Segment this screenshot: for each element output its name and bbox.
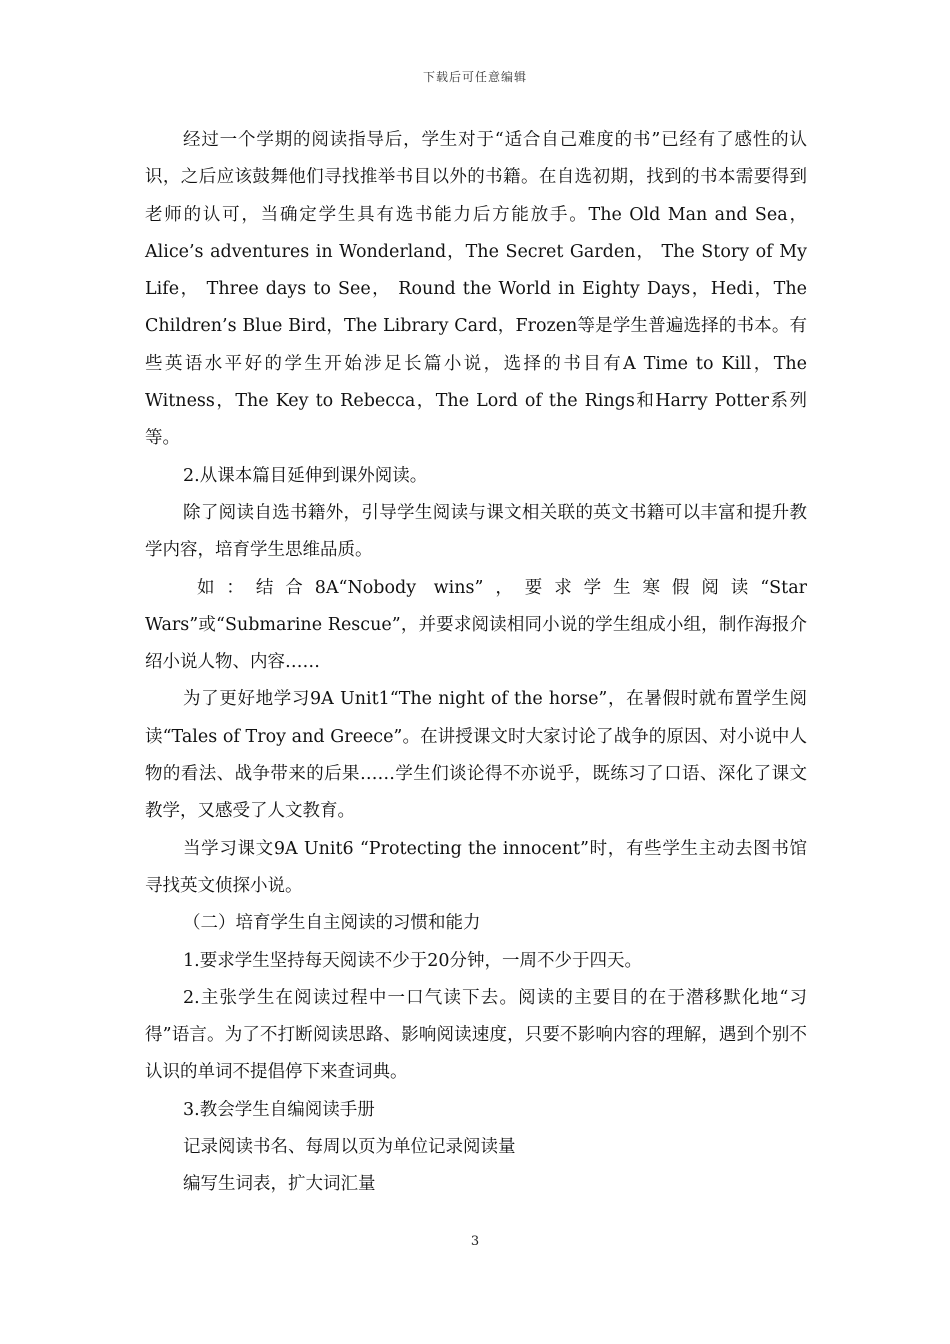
paragraph-example-9a-unit1: 为了更好地学习9A Unit1“The night of the horse”，在暑假时就布置学生阅读“Tales of Troy and Greece”。在讲授课文时大家讨论了战争的原因、对小说中人物的看法、战争带来的后果……学生们谈论得不亦说乎，既练习了口语、深化了课文教学，又感受了人文教育。 — [145, 689, 807, 822]
paragraph-section-heading-habits: （二）培育学生自主阅读的习惯和能力 — [183, 913, 481, 934]
paragraph-example-8a: 如：结合8A“Nobody wins”，要求学生寒假阅读“Star Wars”或“Submarine Rescue”，并要求阅读相同小说的学生组成小组，制作海报介绍小说人物、内容…… — [145, 577, 807, 673]
paragraph-related-books: 除了阅读自选书籍外，引导学生阅读与课文相关联的英文书籍可以丰富和提升教学内容，培育学生思维品质。 — [145, 502, 807, 561]
page-header: 下载后可任意编辑 — [422, 70, 527, 84]
paragraph-item-1: 1.要求学生坚持每天阅读不少于20分钟，一周不少于四天。 — [183, 950, 642, 971]
paragraph-record-reading: 记录阅读书名、每周以页为单位记录阅读量 — [183, 1137, 516, 1158]
paragraph-example-9a-unit6: 当学习课文9A Unit6 “Protecting the innocent”时，有些学生主动去图书馆寻找英文侦探小说。 — [145, 838, 807, 896]
paragraph-section-2-heading: 2.从课本篇目延伸到课外阅读。 — [183, 465, 428, 486]
page-number: 3 — [470, 1234, 480, 1249]
paragraph-vocab-list: 编写生词表，扩大词汇量 — [183, 1174, 376, 1195]
paragraph-self-selected-books: 经过一个学期的阅读指导后，学生对于“适合自己难度的书”已经有了感性的认识，之后应该鼓舞他们寻找推举书目以外的书籍。在自选初期，找到的书本需要得到老师的认可，当确定学生具有选书能力后方能放手。The Old Man and Sea，Alice’s adventures in Wonderland，The Secret Garden， The Story of My Life， Three days to See， Round the World in Eighty Days，Hedi，The Children’s Blue Bird，The Library Card，Frozen等是学生普遍选择的书本。有些英语水平好的学生开始涉足长篇小说，选择的书目有A Time to Kill，The Witness，The Key to Rebecca，The Lord of the Rings和Harry Potter系列等。 — [145, 130, 807, 449]
paragraph-item-2: 2.主张学生在阅读过程中一口气读下去。阅读的主要目的在于潜移默化地“习得”语言。为了不打断阅读思路、影响阅读速度，只要不影响内容的理解，遇到个别不认识的单词不提倡停下来查词典。 — [145, 987, 807, 1083]
paragraph-item-3: 3.教会学生自编阅读手册 — [183, 1099, 375, 1120]
document-body — [145, 122, 807, 1204]
